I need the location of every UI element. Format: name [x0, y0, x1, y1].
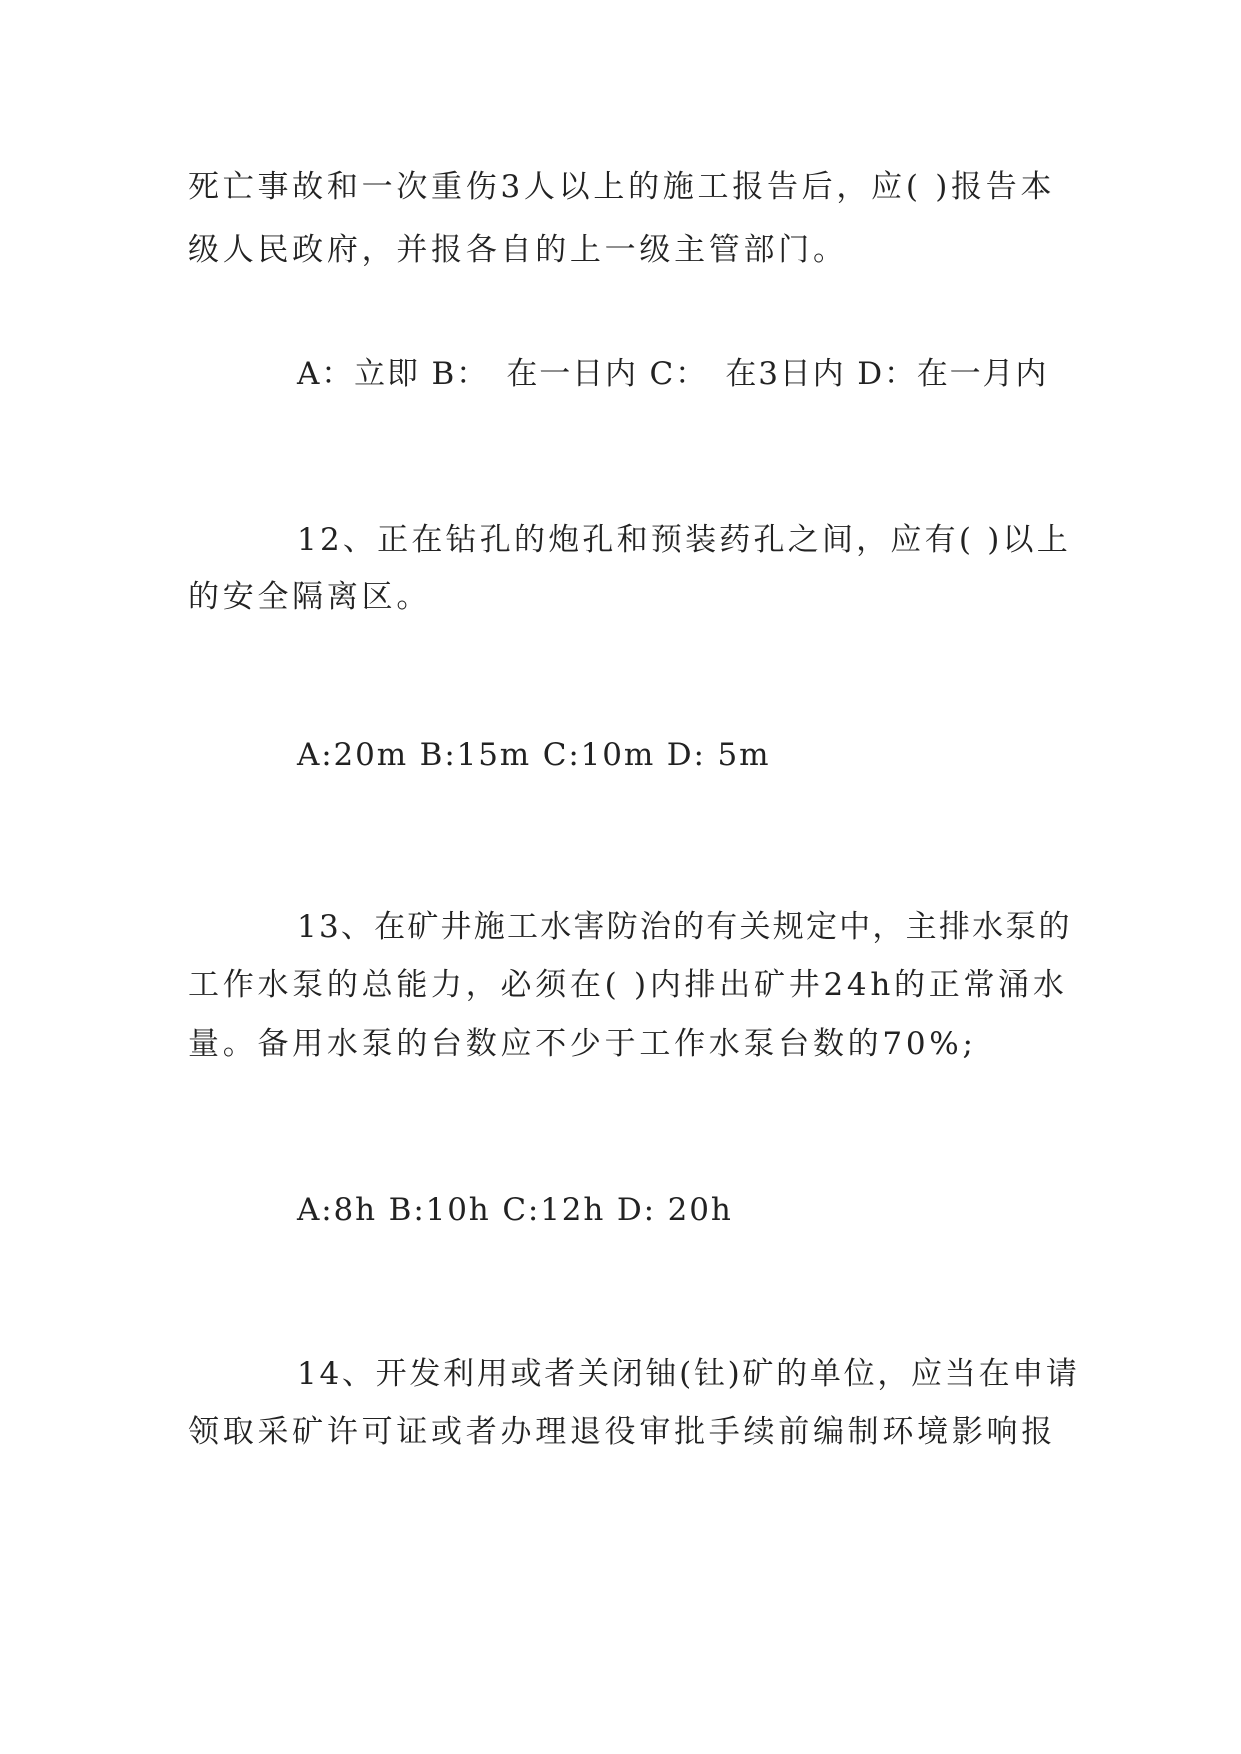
q13-text-line-2: 工作水泵的总能力，必须在( )内排出矿井24h的正常涌水	[188, 967, 1068, 1003]
q14-text-line-2: 领取采矿许可证或者办理退役审批手续前编制环境影响报	[188, 1414, 1056, 1450]
q12-options: A:20m B:15m C:10m D: 5m	[297, 737, 771, 773]
q13-text-line-1: 13、在矿井施工水害防治的有关规定中，主排水泵的	[297, 909, 1072, 945]
q12-text-line-1: 12、正在钻孔的炮孔和预装药孔之间，应有( )以上	[297, 522, 1071, 558]
q11-text-line-1: 死亡事故和一次重伤3人以上的施工报告后，应( )报告本	[188, 169, 1056, 205]
q11-options: A：立即 B： 在一日内 C： 在3日内 D：在一月内	[297, 356, 1049, 392]
q13-options: A:8h B:10h C:12h D: 20h	[297, 1192, 733, 1228]
q11-text-line-2: 级人民政府，并报各自的上一级主管部门。	[188, 232, 848, 268]
q13-text-line-3: 量。备用水泵的台数应不少于工作水泵台数的70%;	[188, 1026, 977, 1062]
q14-text-line-1: 14、开发利用或者关闭铀(钍)矿的单位，应当在申请	[297, 1356, 1080, 1392]
q12-text-line-2: 的安全隔离区。	[188, 579, 432, 615]
